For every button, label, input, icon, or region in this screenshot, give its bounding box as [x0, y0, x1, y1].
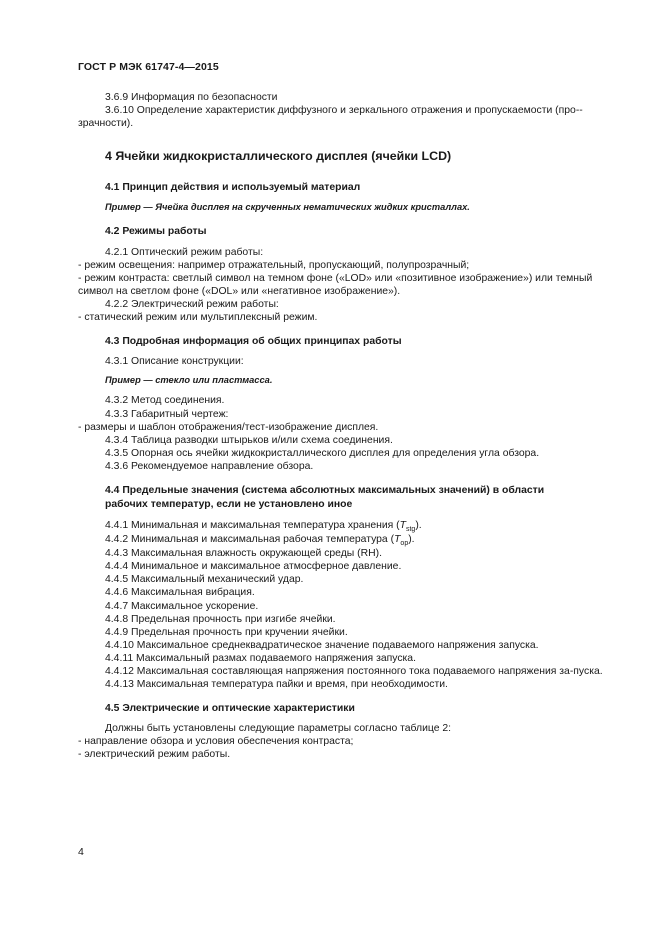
subsection-heading: 4.1 Принцип действия и используемый материал [105, 182, 361, 194]
list-item: - размеры и шаблон отображения/тест-изображение дисплея. [78, 421, 379, 433]
paragraph: 4.4.12 Максимальная составляющая напряжения постоянного тока подаваемого напряжения за-пуска. [105, 666, 603, 677]
symbol: T [394, 534, 401, 546]
paragraph: Должны быть установлены следующие параметры согласно таблице 2: [105, 723, 452, 735]
paragraph: 4.4.13 Максимальная температура пайки и время, при необходимости. [105, 679, 448, 691]
text-segment: 4.4.1 Минимальная и максимальная температура хранения ( [105, 519, 400, 531]
list-item: - режим контраста: светлый символ на темном фоне («LOD» или «позитивное изображение») или темный символ на светлом фоне («DOL» или «негативное изображение»). [78, 272, 593, 297]
list-item: - режим освещения: например отражательный, пропускающий, полупрозрачный; [78, 259, 470, 271]
paragraph: 4.4.8 Предельная прочность при изгибе ячейки. [105, 613, 336, 625]
paragraph: 4.4.3 Максимальная влажность окружающей среды (RH). [105, 548, 382, 560]
paragraph: 4.3.1 Описание конструкции: [105, 356, 244, 368]
subsection-heading: 4.2 Режимы работы [105, 226, 207, 238]
paragraph: 4.4.11 Максимальный размах подаваемого напряжения запуска. [105, 652, 416, 664]
subsection-heading-line1: 4.4 Предельные значения (система абсолютных максимальных значений) в области [105, 484, 545, 496]
example-note: Пример — стекло или пластмасса. [105, 375, 273, 386]
example-note: Пример — Ячейка дисплея на скрученных нематических жидких кристаллах. [105, 202, 470, 213]
list-item: - статический режим или мультиплексный режим. [78, 312, 318, 324]
text-segment: ). [415, 519, 422, 531]
paragraph: 4.3.2 Метод соединения. [105, 395, 225, 407]
paragraph: 4.2.1 Оптический режим работы: [105, 246, 264, 258]
paragraph: 3.6.9 Информация по безопасности [105, 92, 278, 103]
symbol: T [399, 519, 406, 531]
paragraph: 4.4.10 Максимальное среднеквадратическое значение подаваемого напряжения запуска. [105, 639, 539, 651]
text-segment: 4.4.2 Минимальная и максимальная рабочая температура ( [105, 534, 395, 546]
paragraph: 4.4.5 Максимальный механический удар. [105, 574, 304, 586]
list-item: - электрический режим работы. [78, 749, 231, 761]
document-header: ГОСТ Р МЭК 61747-4—2015 [78, 61, 219, 73]
document-body [78, 91, 616, 762]
page-number: 4 [78, 846, 84, 858]
subsection-heading-line2: рабочих температур, если не установлено иное [105, 498, 353, 510]
subsection-heading: 4.5 Электрические и оптические характеристики [105, 703, 355, 715]
text-segment: ). [408, 534, 415, 546]
paragraph: 3.6.10 Определение характеристик диффузного и зеркального отражения и пропускаемости (про-зрачности). [78, 105, 583, 130]
list-item: - направление обзора и условия обеспечения контраста; [78, 736, 354, 748]
subscript: op [400, 540, 409, 548]
paragraph: 4.3.3 Габаритный чертеж: [105, 408, 229, 420]
paragraph: 4.4.7 Максимальное ускорение. [105, 600, 259, 612]
subsection-heading: 4.3 Подробная информация об общих принципах работы [105, 336, 402, 348]
paragraph: 4.2.2 Электрический режим работы: [105, 298, 279, 310]
subscript: stg [405, 525, 416, 533]
paragraph: 4.4.4 Минимальное и максимальное атмосферное давление. [105, 561, 402, 573]
paragraph: 4.3.5 Опорная ось ячейки жидкокристаллического дисплея для определения угла обзора. [105, 447, 540, 459]
paragraph [78, 533, 616, 547]
paragraph: 4.3.6 Рекомендуемое направление обзора. [105, 460, 314, 472]
subsection-heading [78, 484, 616, 512]
paragraph: 4.3.4 Таблица разводки штырьков и/или схема соединения. [105, 434, 393, 446]
section-heading: 4 Ячейки жидкокристаллического дисплея (ячейки LCD) [105, 149, 452, 164]
paragraph: 4.4.9 Предельная прочность при кручении ячейки. [105, 626, 348, 638]
paragraph [78, 519, 616, 533]
paragraph: 4.4.6 Максимальная вибрация. [105, 587, 255, 599]
